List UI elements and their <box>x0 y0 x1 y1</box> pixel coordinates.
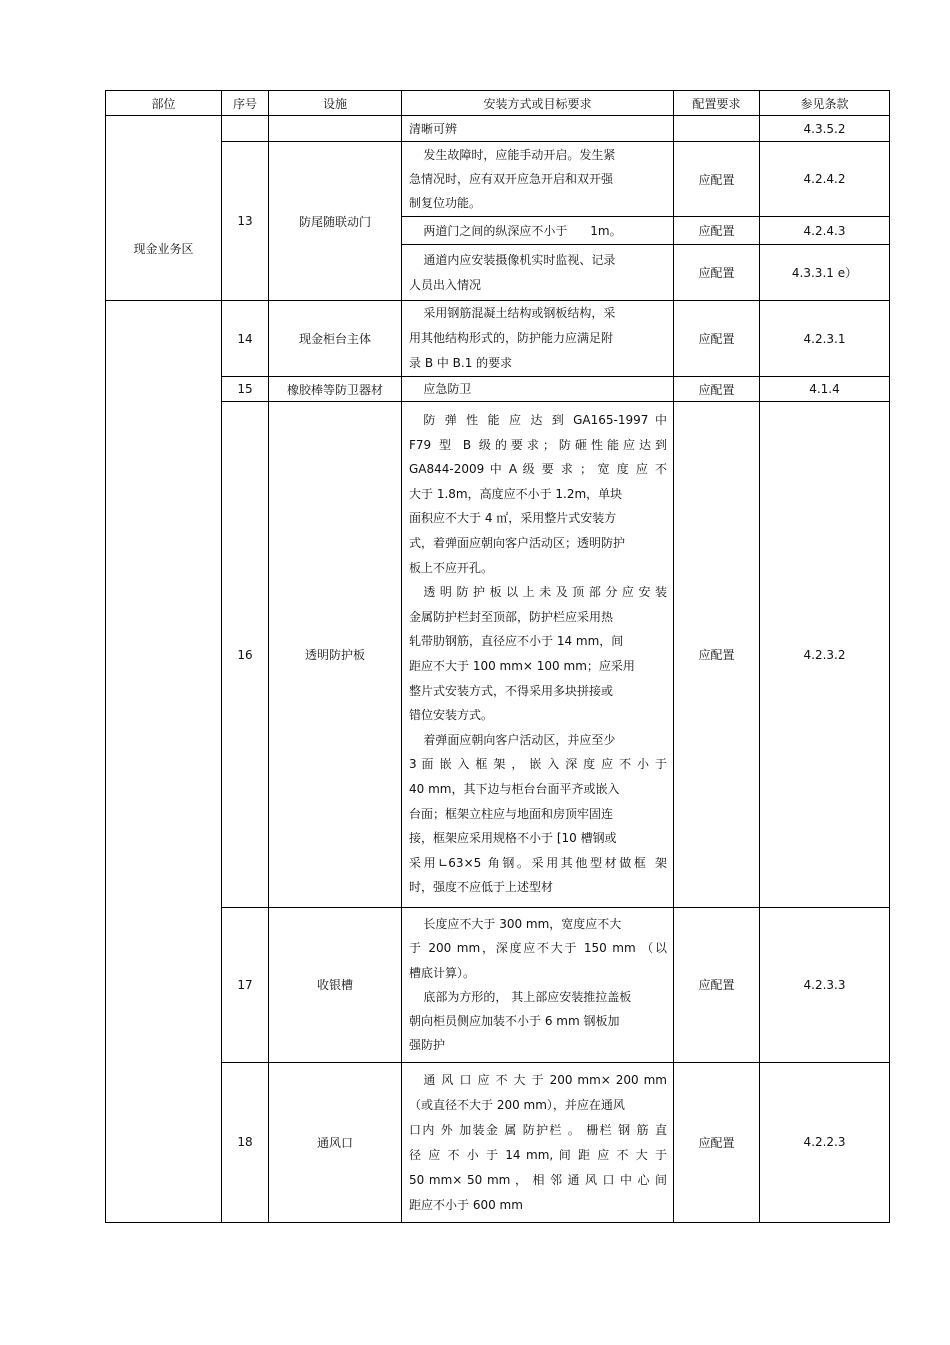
requirement-line: 采用钢筋混凝土结构或钢板结构，采 <box>423 306 616 320</box>
header-requirement: 安装方式或目标要求 <box>402 91 674 116</box>
header-facility: 设施 <box>269 91 402 116</box>
facility-cell: 透明防护板 <box>269 402 402 908</box>
config-cell: 应配置 <box>674 142 760 217</box>
requirement-line: 错位安装方式。 <box>409 708 494 723</box>
clause-cell: 4.2.2.3 <box>760 1062 890 1222</box>
facility-cell: 橡胶棒等防卫器材 <box>269 377 402 402</box>
requirement-cell <box>402 245 674 301</box>
requirement-line: 于 200 mm，深度应不大于 150 mm （以 <box>409 941 667 956</box>
requirement-cell <box>402 217 674 245</box>
requirement-line: 录 B 中 B.1 的要求 <box>409 356 513 370</box>
requirement-cell <box>402 377 674 402</box>
clause-cell: 4.2.3.2 <box>760 402 890 908</box>
requirement-line: 接，框架应采用规格不小于 [10 槽钢或 <box>409 831 617 846</box>
requirement-line: GA844-2009 中 A 级 要 求 ； 宽 度 应 不 <box>409 462 667 477</box>
requirement-line: 防 弹 性 能 应 达 到 GA165-1997 中 <box>423 413 667 428</box>
requirement-line: F79 型 B 级的要求；防砸性能应达到 <box>409 437 667 452</box>
clause-cell: 4.2.3.3 <box>760 908 890 1063</box>
config-cell: 应配置 <box>674 402 760 908</box>
requirement-line: 3 面 嵌 入 框 架 ， 嵌 入 深 度 应 不 小 于 <box>409 757 667 772</box>
facility-cell: 通风口 <box>269 1062 402 1222</box>
table-row <box>106 908 890 1063</box>
requirement-line: 制复位功能。 <box>409 196 482 210</box>
clause-cell: 4.2.4.3 <box>760 217 890 245</box>
requirement-cell <box>402 142 674 217</box>
facility-spec-table <box>105 90 890 1223</box>
requirement-line: 人员出入情况 <box>409 277 482 292</box>
area-cell <box>106 301 222 377</box>
area-cell <box>106 402 222 908</box>
clause-cell: 4.3.5.2 <box>760 116 890 142</box>
header-number: 序号 <box>222 91 269 116</box>
table-row <box>106 1062 890 1222</box>
requirement-line: 底部为方形的， 其上部应安装推拉盖板 <box>423 989 632 1004</box>
clause-cell: 4.2.3.1 <box>760 301 890 377</box>
requirement-cell <box>402 301 674 377</box>
requirement-line: 采用∟63×5 角钢。采用其他型材做框 架 <box>409 855 667 870</box>
requirement-line: 透 明 防 护 板 以 上 未 及 顶 部 分 应 安 装 <box>423 585 667 600</box>
requirement-line: 强防护 <box>409 1038 446 1053</box>
facility-cell <box>269 116 402 142</box>
requirement-line: 整片式安装方式，不得采用多块拼接或 <box>409 683 614 698</box>
header-clause: 参见条款 <box>760 91 890 116</box>
table-row <box>106 116 890 142</box>
requirement-line: 式，着弹面应朝向客户活动区；透明防护 <box>409 536 626 551</box>
number-cell: 15 <box>222 377 269 402</box>
requirement-line: 通道内应安装摄像机实时监视、记录 <box>423 252 616 267</box>
requirement-line: 时，强度不应低于上述型材 <box>409 880 554 895</box>
config-cell: 应配置 <box>674 245 760 301</box>
clause-cell: 4.3.3.1 e） <box>760 245 890 301</box>
requirement-line: 面积应不大于 4 ㎡，采用整片式安装方 <box>409 511 617 526</box>
facility-cell: 现金柜台主体 <box>269 301 402 377</box>
requirement-line: 用其他结构形式的，防护能力应满足附 <box>409 331 614 345</box>
requirement-line: 两道门之间的纵深应不小于 1m。 <box>423 223 622 238</box>
area-cell <box>106 377 222 402</box>
requirement-line: 长度应不大于 300 mm，宽度应不大 <box>423 917 622 931</box>
number-cell: 17 <box>222 908 269 1063</box>
number-cell: 13 <box>222 142 269 301</box>
table-row <box>106 377 890 402</box>
number-cell: 18 <box>222 1062 269 1222</box>
table-row <box>106 402 890 908</box>
number-cell: 14 <box>222 301 269 377</box>
requirement-cell <box>402 908 674 1063</box>
requirement-line: 通 风 口 应 不 大 于 200 mm× 200 mm <box>423 1072 667 1087</box>
requirement-line: 应急防卫 <box>423 382 472 396</box>
requirement-line: 轧带肋钢筋，直径应不小于 14 mm，间 <box>409 634 624 649</box>
number-cell <box>222 116 269 142</box>
requirement-cell <box>402 402 674 908</box>
requirement-line: 槽底计算）。 <box>409 965 476 980</box>
requirement-line: 台面；框架立柱应与地面和房顶牢固连 <box>409 806 614 821</box>
facility-cell: 防尾随联动门 <box>269 142 402 301</box>
requirement-line: 金属防护栏封至顶部，防护栏应采用热 <box>409 609 614 624</box>
config-cell: 应配置 <box>674 377 760 402</box>
table-row <box>106 142 890 217</box>
requirement-line: 朝向柜员侧应加装不小于 6 mm 钢板加 <box>409 1014 620 1029</box>
number-cell: 16 <box>222 402 269 908</box>
requirement-line: 急情况时，应有双开应急开启和双开强 <box>409 172 614 186</box>
requirement-cell <box>402 1062 674 1222</box>
area-cell <box>106 1062 222 1222</box>
requirement-cell: 清晰可辨 <box>402 116 674 142</box>
requirement-line: 50 mm× 50 mm ， 相 邻 通 风 口 中 心 间 <box>409 1172 667 1187</box>
clause-cell: 4.2.4.2 <box>760 142 890 217</box>
area-cell: 现金业务区 <box>106 116 222 301</box>
requirement-line: 距应不大于 100 mm× 100 mm；应采用 <box>409 659 635 673</box>
config-cell: 应配置 <box>674 1062 760 1222</box>
table-header-row <box>106 91 890 116</box>
header-area: 部位 <box>106 91 222 116</box>
config-cell: 应配置 <box>674 301 760 377</box>
requirement-line: （或直径不大于 200 mm），并应在通风 <box>409 1097 625 1112</box>
facility-cell: 收银槽 <box>269 908 402 1063</box>
requirement-line: 大于 1.8m，高度应不小于 1.2m，单块 <box>409 486 623 501</box>
config-cell <box>674 116 760 142</box>
requirement-line: 距应不小于 600 mm <box>409 1197 523 1212</box>
requirement-line: 40 mm，其下边与柜台台面平齐或嵌入 <box>409 781 620 796</box>
requirement-line: 径 应 不 小 于 14 mm, 间 距 应 不 大 于 <box>409 1147 667 1162</box>
config-cell: 应配置 <box>674 908 760 1063</box>
header-config: 配置要求 <box>674 91 760 116</box>
requirement-line: 发生故障时，应能手动开启。发生紧 <box>423 148 616 162</box>
requirement-line: 着弹面应朝向客户活动区，并应至少 <box>423 732 616 747</box>
config-cell: 应配置 <box>674 217 760 245</box>
requirement-line: 板上不应开孔。 <box>409 560 494 575</box>
requirement-line: 口内 外 加装金 属 防护栏 。 栅栏 钢 筋 直 <box>409 1122 667 1137</box>
area-cell <box>106 908 222 1063</box>
clause-cell: 4.1.4 <box>760 377 890 402</box>
table-row <box>106 301 890 377</box>
